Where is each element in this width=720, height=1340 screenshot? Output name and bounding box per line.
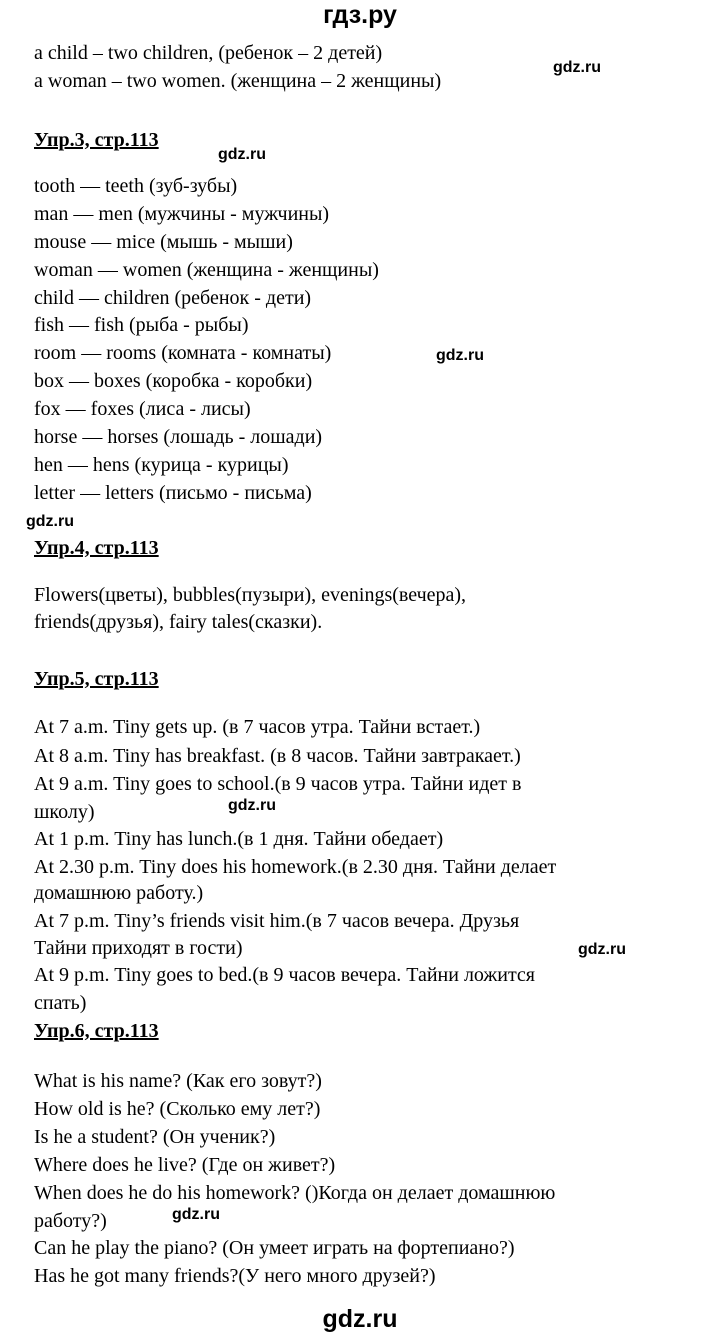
paragraph-line: What is his name? (Как его зовут?) <box>34 1070 322 1092</box>
paragraph-line: At 8 a.m. Tiny has breakfast. (в 8 часов. Тайни завтракает.) <box>34 745 521 767</box>
paragraph-line: домашнюю работу.) <box>34 882 204 904</box>
paragraph-line: Has he got many friends?(У него много друзей?) <box>34 1265 436 1287</box>
watermark: gdz.ru <box>228 797 276 814</box>
paragraph-line: спать) <box>34 992 87 1014</box>
paragraph-line: friends(друзья), fairy tales(сказки). <box>34 611 323 633</box>
paragraph-line: Тайни приходят в гости) <box>34 937 243 959</box>
list-item: fish — fish (рыба - рыбы) <box>34 314 249 336</box>
watermark: gdz.ru <box>26 513 74 530</box>
list-item: hen — hens (курица - курицы) <box>34 454 289 476</box>
site-title: гдз.ру <box>323 1 397 29</box>
paragraph-line: How old is he? (Сколько ему лет?) <box>34 1098 321 1120</box>
watermark: gdz.ru <box>553 59 601 76</box>
exercise-5-heading: Упр.5, стр.113 <box>34 668 159 690</box>
footer-watermark: gdz.ru <box>322 1305 398 1333</box>
paragraph-line: At 1 p.m. Tiny has lunch.(в 1 дня. Тайни обедает) <box>34 828 444 850</box>
paragraph-line: When does he do his homework? ()Когда он делает домашнюю <box>34 1182 556 1204</box>
intro-line: a woman – two women. (женщина – 2 женщины) <box>34 70 442 92</box>
list-item: tooth — teeth (зуб-зубы) <box>34 175 238 197</box>
exercise-3-heading: Упр.3, стр.113 <box>34 129 159 151</box>
paragraph-line: At 9 p.m. Tiny goes to bed.(в 9 часов вечера. Тайни ложится <box>34 964 536 986</box>
paragraph-line: школу) <box>34 801 95 823</box>
paragraph-line: At 9 a.m. Tiny goes to school.(в 9 часов утра. Тайни идет в <box>34 773 522 795</box>
list-item: mouse — mice (мышь - мыши) <box>34 231 293 253</box>
paragraph-line: Flowers(цветы), bubbles(пузыри), evenings(вечера), <box>34 584 467 606</box>
list-item: letter — letters (письмо - письма) <box>34 482 312 504</box>
list-item: horse — horses (лошадь - лошади) <box>34 426 323 448</box>
list-item: box — boxes (коробка - коробки) <box>34 370 313 392</box>
paragraph-line: Can he play the piano? (Он умеет играть на фортепиано?) <box>34 1237 515 1259</box>
list-item: child — children (ребенок - дети) <box>34 287 312 309</box>
paragraph-line: At 2.30 p.m. Tiny does his homework.(в 2.30 дня. Тайни делает <box>34 856 557 878</box>
paragraph-line: Where does he live? (Где он живет?) <box>34 1154 336 1176</box>
paragraph-line: At 7 a.m. Tiny gets up. (в 7 часов утра. Тайни встает.) <box>34 716 481 738</box>
intro-line: a child – two children, (ребенок – 2 детей) <box>34 42 383 64</box>
paragraph-line: работу?) <box>34 1210 107 1232</box>
list-item: woman — women (женщина - женщины) <box>34 259 379 281</box>
watermark: gdz.ru <box>218 146 266 163</box>
watermark: gdz.ru <box>172 1206 220 1223</box>
list-item: man — men (мужчины - мужчины) <box>34 203 330 225</box>
paragraph-line: At 7 p.m. Tiny’s friends visit him.(в 7 часов вечера. Друзья <box>34 910 520 932</box>
watermark: gdz.ru <box>578 941 626 958</box>
exercise-4-heading: Упр.4, стр.113 <box>34 537 159 559</box>
watermark: gdz.ru <box>436 347 484 364</box>
list-item: fox — foxes (лиса - лисы) <box>34 398 251 420</box>
exercise-6-heading: Упр.6, стр.113 <box>34 1020 159 1042</box>
paragraph-line: Is he a student? (Он ученик?) <box>34 1126 276 1148</box>
list-item: room — rooms (комната - комнаты) <box>34 342 332 364</box>
